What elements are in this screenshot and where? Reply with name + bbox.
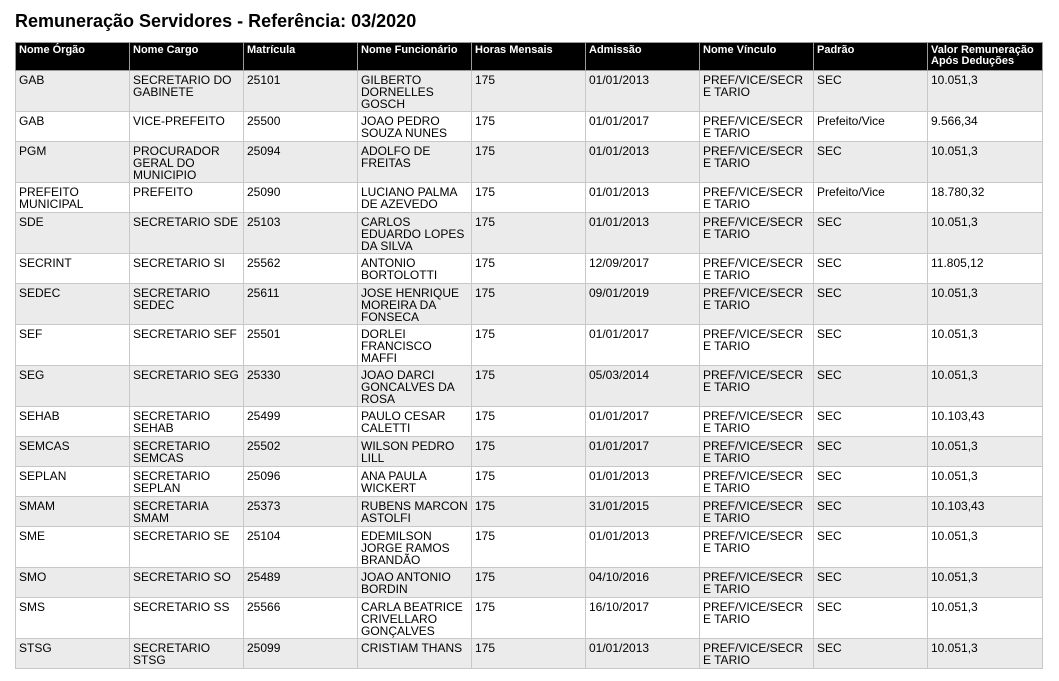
cell-vinculo-name: PREF/VICE/SECRE TARIO [700, 213, 814, 254]
cell-cargo-name: SECRETARIO STSG [130, 639, 244, 669]
cell-admissao: 01/01/2013 [586, 527, 700, 568]
table-row [16, 467, 1043, 497]
cell-padrao: SEC [814, 325, 928, 366]
cell-funcionario-name: JOAO ANTONIO BORDIN [358, 568, 472, 598]
cell-horas-mensais: 175 [472, 366, 586, 407]
column-header-vinculo-name: Nome Vínculo [700, 43, 814, 71]
cell-funcionario-name: CRISTIAM THANS [358, 639, 472, 669]
cell-horas-mensais: 175 [472, 497, 586, 527]
column-header-funcionario-name: Nome Funcionário [358, 43, 472, 71]
cell-padrao: SEC [814, 213, 928, 254]
table-row [16, 366, 1043, 407]
cell-padrao: SEC [814, 366, 928, 407]
cell-valor-remuneracao: 10.051,3 [928, 284, 1043, 325]
cell-valor-remuneracao: 10.051,3 [928, 437, 1043, 467]
cell-cargo-name: SECRETARIO SEHAB [130, 407, 244, 437]
cell-valor-remuneracao: 10.051,3 [928, 325, 1043, 366]
cell-cargo-name: SECRETARIA SMAM [130, 497, 244, 527]
cell-vinculo-name: PREF/VICE/SECRE TARIO [700, 639, 814, 669]
cell-admissao: 16/10/2017 [586, 598, 700, 639]
cell-horas-mensais: 175 [472, 183, 586, 213]
table-row [16, 598, 1043, 639]
cell-orgao-name: PGM [16, 142, 130, 183]
cell-cargo-name: PROCURADOR GERAL DO MUNICIPIO [130, 142, 244, 183]
cell-matricula: 25099 [244, 639, 358, 669]
table-row [16, 437, 1043, 467]
cell-orgao-name: GAB [16, 112, 130, 142]
cell-funcionario-name: GILBERTO DORNELLES GOSCH [358, 71, 472, 112]
cell-horas-mensais: 175 [472, 142, 586, 183]
cell-matricula: 25489 [244, 568, 358, 598]
cell-orgao-name: SMAM [16, 497, 130, 527]
cell-valor-remuneracao: 10.051,3 [928, 366, 1043, 407]
column-header-padrao: Padrão [814, 43, 928, 71]
cell-orgao-name: SEPLAN [16, 467, 130, 497]
cell-valor-remuneracao: 10.051,3 [928, 639, 1043, 669]
cell-matricula: 25500 [244, 112, 358, 142]
cell-funcionario-name: EDEMILSON JORGE RAMOS BRANDÃO [358, 527, 472, 568]
cell-matricula: 25373 [244, 497, 358, 527]
table-row [16, 142, 1043, 183]
cell-padrao: Prefeito/Vice [814, 183, 928, 213]
cell-padrao: SEC [814, 527, 928, 568]
table-row [16, 639, 1043, 669]
cell-admissao: 01/01/2013 [586, 213, 700, 254]
cell-orgao-name: SMO [16, 568, 130, 598]
cell-horas-mensais: 175 [472, 568, 586, 598]
cell-vinculo-name: PREF/VICE/SECRE TARIO [700, 325, 814, 366]
cell-admissao: 01/01/2013 [586, 639, 700, 669]
cell-funcionario-name: LUCIANO PALMA DE AZEVEDO [358, 183, 472, 213]
cell-orgao-name: SEG [16, 366, 130, 407]
cell-valor-remuneracao: 10.051,3 [928, 142, 1043, 183]
column-header-valor-remuneracao: Valor Remuneração Após Deduções [928, 43, 1043, 71]
cell-matricula: 25566 [244, 598, 358, 639]
cell-cargo-name: SECRETARIO SEG [130, 366, 244, 407]
cell-orgao-name: SDE [16, 213, 130, 254]
cell-admissao: 01/01/2013 [586, 467, 700, 497]
cell-matricula: 25103 [244, 213, 358, 254]
cell-matricula: 25101 [244, 71, 358, 112]
cell-vinculo-name: PREF/VICE/SECRE TARIO [700, 183, 814, 213]
cell-padrao: SEC [814, 71, 928, 112]
cell-horas-mensais: 175 [472, 284, 586, 325]
cell-vinculo-name: PREF/VICE/SECRE TARIO [700, 254, 814, 284]
cell-padrao: SEC [814, 598, 928, 639]
cell-funcionario-name: CARLA BEATRICE CRIVELLARO GONÇALVES [358, 598, 472, 639]
cell-cargo-name: SECRETARIO SI [130, 254, 244, 284]
column-header-cargo-name: Nome Cargo [130, 43, 244, 71]
cell-horas-mensais: 175 [472, 71, 586, 112]
cell-funcionario-name: JOAO DARCI GONCALVES DA ROSA [358, 366, 472, 407]
table-row [16, 284, 1043, 325]
cell-orgao-name: SECRINT [16, 254, 130, 284]
cell-valor-remuneracao: 9.566,34 [928, 112, 1043, 142]
cell-matricula: 25502 [244, 437, 358, 467]
cell-admissao: 01/01/2017 [586, 325, 700, 366]
cell-orgao-name: SEDEC [16, 284, 130, 325]
cell-cargo-name: PREFEITO [130, 183, 244, 213]
cell-admissao: 01/01/2013 [586, 183, 700, 213]
cell-padrao: SEC [814, 639, 928, 669]
table-row [16, 527, 1043, 568]
cell-valor-remuneracao: 18.780,32 [928, 183, 1043, 213]
table-row [16, 497, 1043, 527]
cell-admissao: 01/01/2017 [586, 407, 700, 437]
cell-cargo-name: SECRETARIO SEPLAN [130, 467, 244, 497]
cell-orgao-name: SEHAB [16, 407, 130, 437]
cell-orgao-name: SMS [16, 598, 130, 639]
remuneration-table [15, 42, 1043, 669]
cell-matricula: 25499 [244, 407, 358, 437]
table-header [16, 43, 1043, 71]
table-row [16, 325, 1043, 366]
cell-padrao: SEC [814, 407, 928, 437]
column-header-admissao: Admissão [586, 43, 700, 71]
table-row [16, 213, 1043, 254]
cell-vinculo-name: PREF/VICE/SECRE TARIO [700, 142, 814, 183]
cell-horas-mensais: 175 [472, 527, 586, 568]
cell-valor-remuneracao: 10.051,3 [928, 71, 1043, 112]
cell-funcionario-name: JOAO PEDRO SOUZA NUNES [358, 112, 472, 142]
cell-padrao: SEC [814, 437, 928, 467]
cell-orgao-name: STSG [16, 639, 130, 669]
cell-matricula: 25090 [244, 183, 358, 213]
cell-cargo-name: SECRETARIO SDE [130, 213, 244, 254]
cell-cargo-name: SECRETARIO SEF [130, 325, 244, 366]
cell-valor-remuneracao: 10.051,3 [928, 568, 1043, 598]
cell-vinculo-name: PREF/VICE/SECRE TARIO [700, 112, 814, 142]
cell-cargo-name: SECRETARIO SEDEC [130, 284, 244, 325]
cell-orgao-name: SME [16, 527, 130, 568]
cell-vinculo-name: PREF/VICE/SECRE TARIO [700, 598, 814, 639]
cell-cargo-name: SECRETARIO SO [130, 568, 244, 598]
cell-horas-mensais: 175 [472, 325, 586, 366]
column-header-orgao-name: Nome Órgão [16, 43, 130, 71]
cell-horas-mensais: 175 [472, 437, 586, 467]
cell-admissao: 01/01/2013 [586, 71, 700, 112]
cell-cargo-name: SECRETARIO SEMCAS [130, 437, 244, 467]
cell-padrao: SEC [814, 497, 928, 527]
cell-funcionario-name: RUBENS MARCON ASTOLFI [358, 497, 472, 527]
cell-horas-mensais: 175 [472, 407, 586, 437]
cell-valor-remuneracao: 10.103,43 [928, 497, 1043, 527]
cell-vinculo-name: PREF/VICE/SECRE TARIO [700, 568, 814, 598]
table-body [16, 71, 1043, 669]
cell-orgao-name: PREFEITO MUNICIPAL [16, 183, 130, 213]
cell-vinculo-name: PREF/VICE/SECRE TARIO [700, 497, 814, 527]
cell-funcionario-name: ANTONIO BORTOLOTTI [358, 254, 472, 284]
cell-matricula: 25501 [244, 325, 358, 366]
cell-padrao: SEC [814, 568, 928, 598]
table-row [16, 71, 1043, 112]
cell-horas-mensais: 175 [472, 254, 586, 284]
table-row [16, 568, 1043, 598]
cell-matricula: 25104 [244, 527, 358, 568]
cell-cargo-name: SECRETARIO SS [130, 598, 244, 639]
column-header-matricula: Matrícula [244, 43, 358, 71]
cell-admissao: 01/01/2017 [586, 112, 700, 142]
cell-vinculo-name: PREF/VICE/SECRE TARIO [700, 437, 814, 467]
cell-cargo-name: SECRETARIO SE [130, 527, 244, 568]
cell-horas-mensais: 175 [472, 598, 586, 639]
cell-padrao: SEC [814, 284, 928, 325]
cell-funcionario-name: JOSE HENRIQUE MOREIRA DA FONSECA [358, 284, 472, 325]
cell-matricula: 25562 [244, 254, 358, 284]
table-row [16, 112, 1043, 142]
cell-vinculo-name: PREF/VICE/SECRE TARIO [700, 527, 814, 568]
cell-orgao-name: SEMCAS [16, 437, 130, 467]
cell-padrao: SEC [814, 142, 928, 183]
cell-admissao: 05/03/2014 [586, 366, 700, 407]
cell-valor-remuneracao: 10.051,3 [928, 467, 1043, 497]
cell-funcionario-name: PAULO CESAR CALETTI [358, 407, 472, 437]
cell-vinculo-name: PREF/VICE/SECRE TARIO [700, 71, 814, 112]
cell-cargo-name: SECRETARIO DO GABINETE [130, 71, 244, 112]
cell-admissao: 12/09/2017 [586, 254, 700, 284]
column-header-horas-mensais: Horas Mensais [472, 43, 586, 71]
cell-funcionario-name: DORLEI FRANCISCO MAFFI [358, 325, 472, 366]
cell-matricula: 25330 [244, 366, 358, 407]
header-row [16, 43, 1043, 71]
cell-funcionario-name: CARLOS EDUARDO LOPES DA SILVA [358, 213, 472, 254]
cell-admissao: 01/01/2017 [586, 437, 700, 467]
cell-admissao: 31/01/2015 [586, 497, 700, 527]
cell-orgao-name: SEF [16, 325, 130, 366]
cell-padrao: SEC [814, 254, 928, 284]
table-row [16, 254, 1043, 284]
cell-valor-remuneracao: 11.805,12 [928, 254, 1043, 284]
cell-horas-mensais: 175 [472, 639, 586, 669]
cell-horas-mensais: 175 [472, 112, 586, 142]
cell-vinculo-name: PREF/VICE/SECRE TARIO [700, 467, 814, 497]
cell-admissao: 01/01/2013 [586, 142, 700, 183]
table-row [16, 407, 1043, 437]
cell-matricula: 25611 [244, 284, 358, 325]
cell-funcionario-name: ANA PAULA WICKERT [358, 467, 472, 497]
cell-padrao: SEC [814, 467, 928, 497]
cell-admissao: 09/01/2019 [586, 284, 700, 325]
cell-vinculo-name: PREF/VICE/SECRE TARIO [700, 284, 814, 325]
cell-funcionario-name: WILSON PEDRO LILL [358, 437, 472, 467]
cell-vinculo-name: PREF/VICE/SECRE TARIO [700, 366, 814, 407]
cell-horas-mensais: 175 [472, 213, 586, 254]
cell-valor-remuneracao: 10.051,3 [928, 213, 1043, 254]
cell-vinculo-name: PREF/VICE/SECRE TARIO [700, 407, 814, 437]
cell-funcionario-name: ADOLFO DE FREITAS [358, 142, 472, 183]
cell-horas-mensais: 175 [472, 467, 586, 497]
cell-valor-remuneracao: 10.103,43 [928, 407, 1043, 437]
page-title: Remuneração Servidores - Referência: 03/2020 [15, 11, 417, 31]
cell-cargo-name: VICE-PREFEITO [130, 112, 244, 142]
cell-valor-remuneracao: 10.051,3 [928, 527, 1043, 568]
cell-orgao-name: GAB [16, 71, 130, 112]
cell-matricula: 25096 [244, 467, 358, 497]
cell-admissao: 04/10/2016 [586, 568, 700, 598]
table-row [16, 183, 1043, 213]
cell-valor-remuneracao: 10.051,3 [928, 598, 1043, 639]
cell-matricula: 25094 [244, 142, 358, 183]
cell-padrao: Prefeito/Vice [814, 112, 928, 142]
